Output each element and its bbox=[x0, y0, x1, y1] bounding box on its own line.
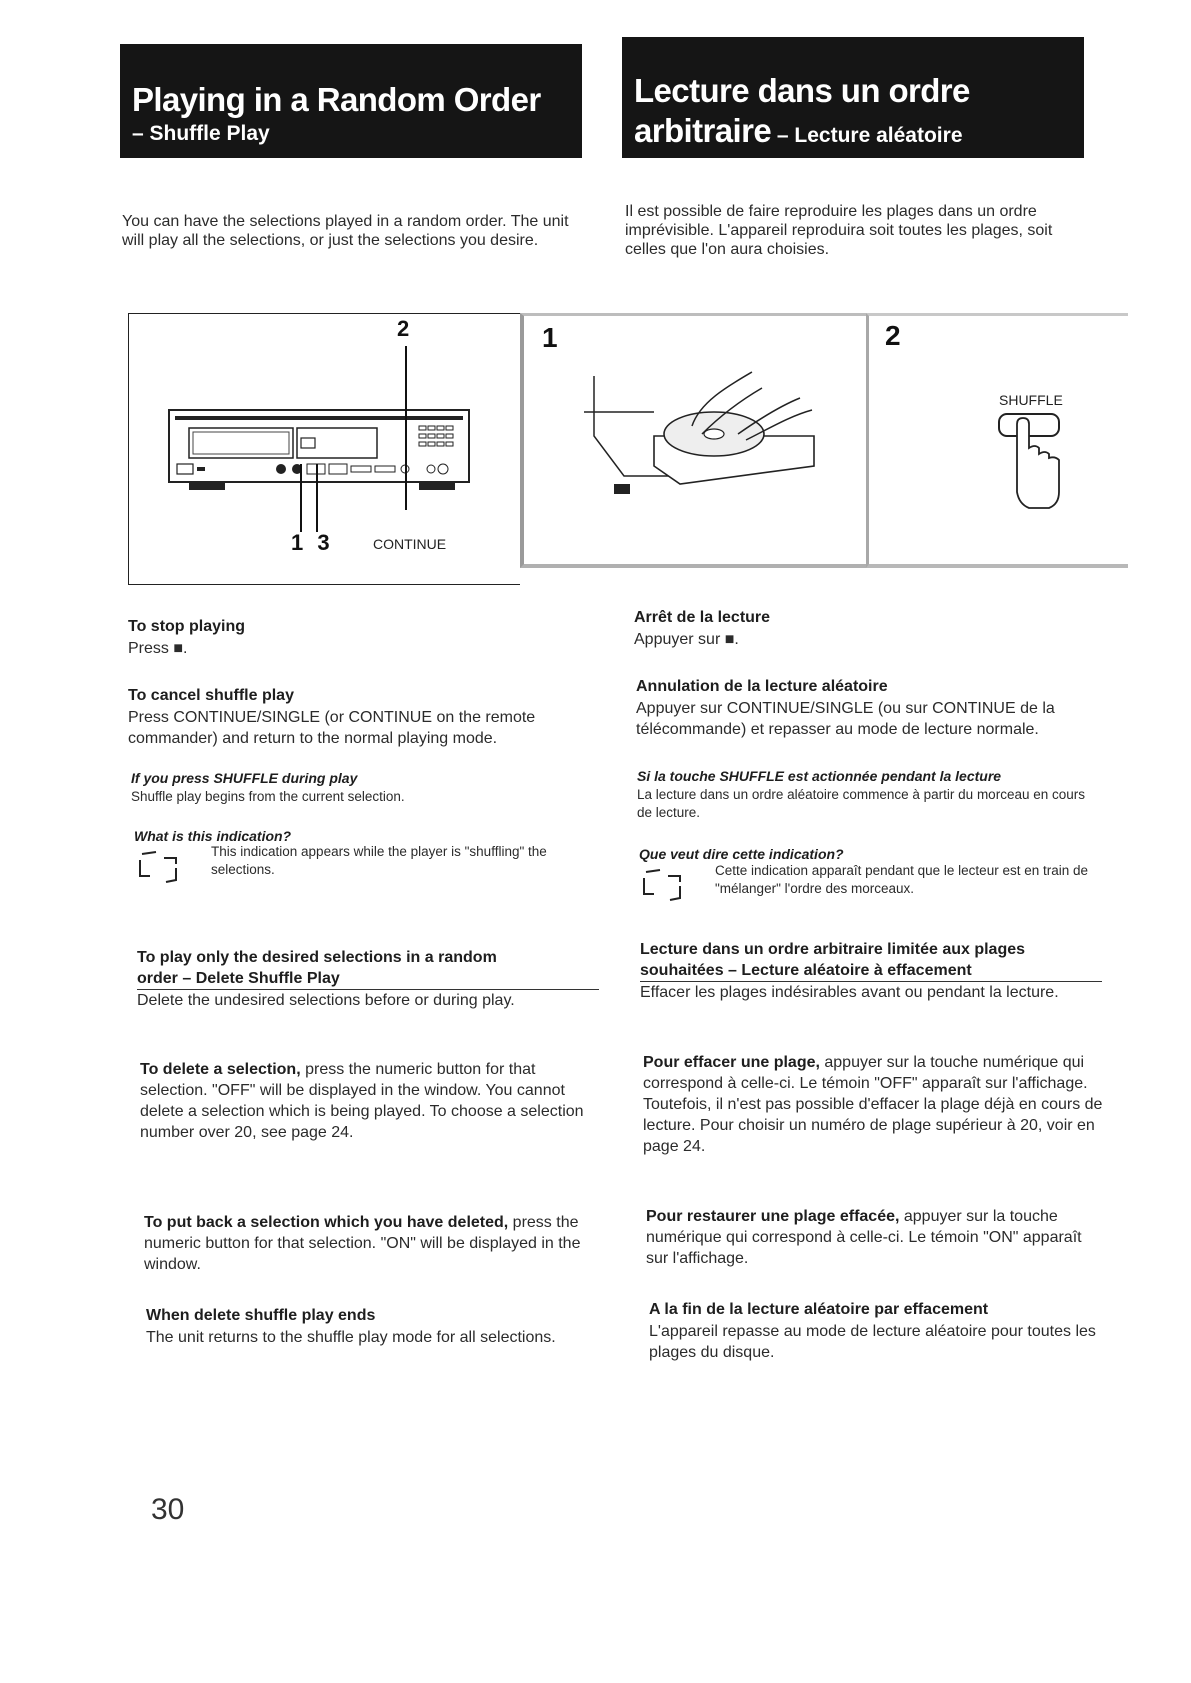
player-foot bbox=[614, 484, 630, 494]
fr-cancel-heading: Annulation de la lecture aléatoire bbox=[636, 678, 888, 695]
fr-restore bbox=[646, 1206, 1106, 1269]
en-ends-text: The unit returns to the shuffle play mode for all selections. bbox=[146, 1329, 556, 1346]
page-number: 30 bbox=[151, 1493, 185, 1526]
en-delete-heading-2: order – Delete Shuffle Play bbox=[137, 970, 340, 987]
fr-ends-text: L'appareil repasse au mode de lecture aléatoire pour toutes les plages du disque. bbox=[649, 1323, 1096, 1361]
en-press-heading: If you press SHUFFLE during play bbox=[131, 770, 358, 786]
fr-cancel-text: Appuyer sur CONTINUE/SINGLE (ou sur CONTINUE de la télécommande) et repasser au mode de lecture normale. bbox=[636, 700, 1055, 738]
fr-indication-heading: Que veut dire cette indication? bbox=[639, 846, 844, 862]
en-shuffle-indicator-icon bbox=[134, 848, 190, 888]
en-indication-text: This indication appears while the player is "shuffling" the selections. bbox=[211, 844, 547, 877]
shuffle-button bbox=[276, 464, 286, 474]
shuffle-label: SHUFFLE bbox=[999, 392, 1063, 408]
player-panel bbox=[128, 313, 520, 585]
phones-jack bbox=[197, 467, 205, 471]
fr-stop-heading: Arrêt de la lecture bbox=[634, 609, 771, 626]
intro-en: You can have the selections played in a random order. The unit will play all the selections, or just the selections you desire. bbox=[122, 213, 569, 249]
illustration bbox=[128, 313, 1128, 585]
disc-center-hole bbox=[704, 429, 724, 439]
fr-delete-heading-1: Lecture dans un ordre arbitraire limitée aux plages bbox=[640, 941, 1026, 958]
en-press-text: Shuffle play begins from the current selection. bbox=[131, 789, 405, 804]
title-fr-line1: Lecture dans un ordre bbox=[634, 72, 970, 109]
fr-delete-heading-2: souhaitées – Lecture aléatoire à effacement bbox=[640, 962, 972, 979]
title-fr-line2 bbox=[634, 111, 1084, 156]
fr-indication-text: Cette indication apparaît pendant que le lecteur est en train de "mélanger" l'ordre des morceaux. bbox=[715, 863, 1089, 896]
shuffle-button-drawing bbox=[869, 316, 1128, 564]
en-put-back bbox=[144, 1212, 604, 1275]
player-top-edge bbox=[175, 416, 463, 420]
step-2-number: 2 bbox=[885, 320, 901, 351]
player-tray bbox=[297, 428, 377, 458]
en-delete-heading-1: To play only the desired selections in a random bbox=[137, 949, 497, 966]
step-2-panel bbox=[866, 313, 1128, 568]
subtitle-fr: – Lecture aléatoire bbox=[771, 124, 963, 147]
title-en: Playing in a Random Order bbox=[132, 81, 541, 118]
fr-delete-selection bbox=[643, 1052, 1103, 1157]
foot-right bbox=[419, 482, 455, 490]
step-1-panel bbox=[520, 313, 866, 568]
title-banner-en bbox=[120, 44, 582, 158]
foot-left bbox=[189, 482, 225, 490]
en-delete-text: Delete the undesired selections before or during play. bbox=[137, 992, 515, 1009]
en-stop-heading: To stop playing bbox=[128, 618, 246, 635]
en-cancel-heading: To cancel shuffle play bbox=[128, 687, 294, 704]
fr-ends-heading: A la fin de la lecture aléatoire par effacement bbox=[649, 1301, 989, 1318]
en-delete-selection-text: press the numeric button for that selection. "OFF" will be displayed in the window. You cannot delete a selection which is being played. To choose a selection number over 20, see page 24. bbox=[140, 1061, 584, 1141]
fr-delete-selection-lead: Pour effacer une plage, bbox=[643, 1054, 820, 1071]
fr-stop-text: Appuyer sur ■. bbox=[634, 631, 739, 648]
en-stop-text: Press ■. bbox=[128, 640, 188, 657]
continue-label: CONTINUE bbox=[373, 536, 447, 552]
disc-loading-drawing bbox=[524, 316, 866, 564]
fr-press-text: La lecture dans un ordre aléatoire commence à partir du morceau en cours de lecture. bbox=[637, 787, 1085, 820]
en-put-back-text: press the numeric button for that selection. "ON" will be displayed in the window. bbox=[144, 1214, 581, 1273]
en-delete-selection bbox=[140, 1059, 600, 1143]
step-1-number: 1 bbox=[542, 322, 558, 353]
callout-1-3: 1 3 bbox=[291, 530, 334, 555]
title-banner-fr bbox=[622, 37, 1084, 158]
callout-2: 2 bbox=[397, 316, 410, 341]
fr-shuffle-indicator-icon bbox=[638, 866, 694, 906]
fr-delete-text: Effacer les plages indésirables avant ou pendant la lecture. bbox=[640, 984, 1059, 1001]
title-fr-line2-main: arbitraire bbox=[634, 112, 772, 149]
fr-delete-selection-text: appuyer sur la touche numérique qui correspond à celle-ci. Le témoin "OFF" apparaît sur l'affichage. Toutefois, il n'est pas possible d'effacer la plage déjà en cours de lecture. Pour choisir un numéro de plage supérieur à 20, voir en page 24. bbox=[643, 1054, 1103, 1155]
intro-fr: Il est possible de faire reproduire les plages dans un ordre imprévisible. L'appareil reproduira soit toutes les plages, soit celles que l'on aura choisies. bbox=[625, 203, 1053, 258]
subtitle-en: – Shuffle Play bbox=[132, 122, 270, 145]
en-put-back-lead: To put back a selection which you have deleted, bbox=[144, 1214, 509, 1231]
fr-restore-text: appuyer sur la touche numérique qui correspond à celle-ci. Le témoin "ON" apparaît sur l'affichage. bbox=[646, 1208, 1082, 1267]
en-cancel-text: Press CONTINUE/SINGLE (or CONTINUE on the remote commander) and return to the normal playing mode. bbox=[128, 709, 536, 747]
fr-press-heading: Si la touche SHUFFLE est actionnée pendant la lecture bbox=[637, 768, 1002, 784]
en-ends-heading: When delete shuffle play ends bbox=[146, 1307, 376, 1324]
fr-restore-lead: Pour restaurer une plage effacée, bbox=[646, 1208, 900, 1225]
en-indication-heading: What is this indication? bbox=[134, 828, 292, 844]
en-delete-selection-lead: To delete a selection, bbox=[140, 1061, 301, 1078]
